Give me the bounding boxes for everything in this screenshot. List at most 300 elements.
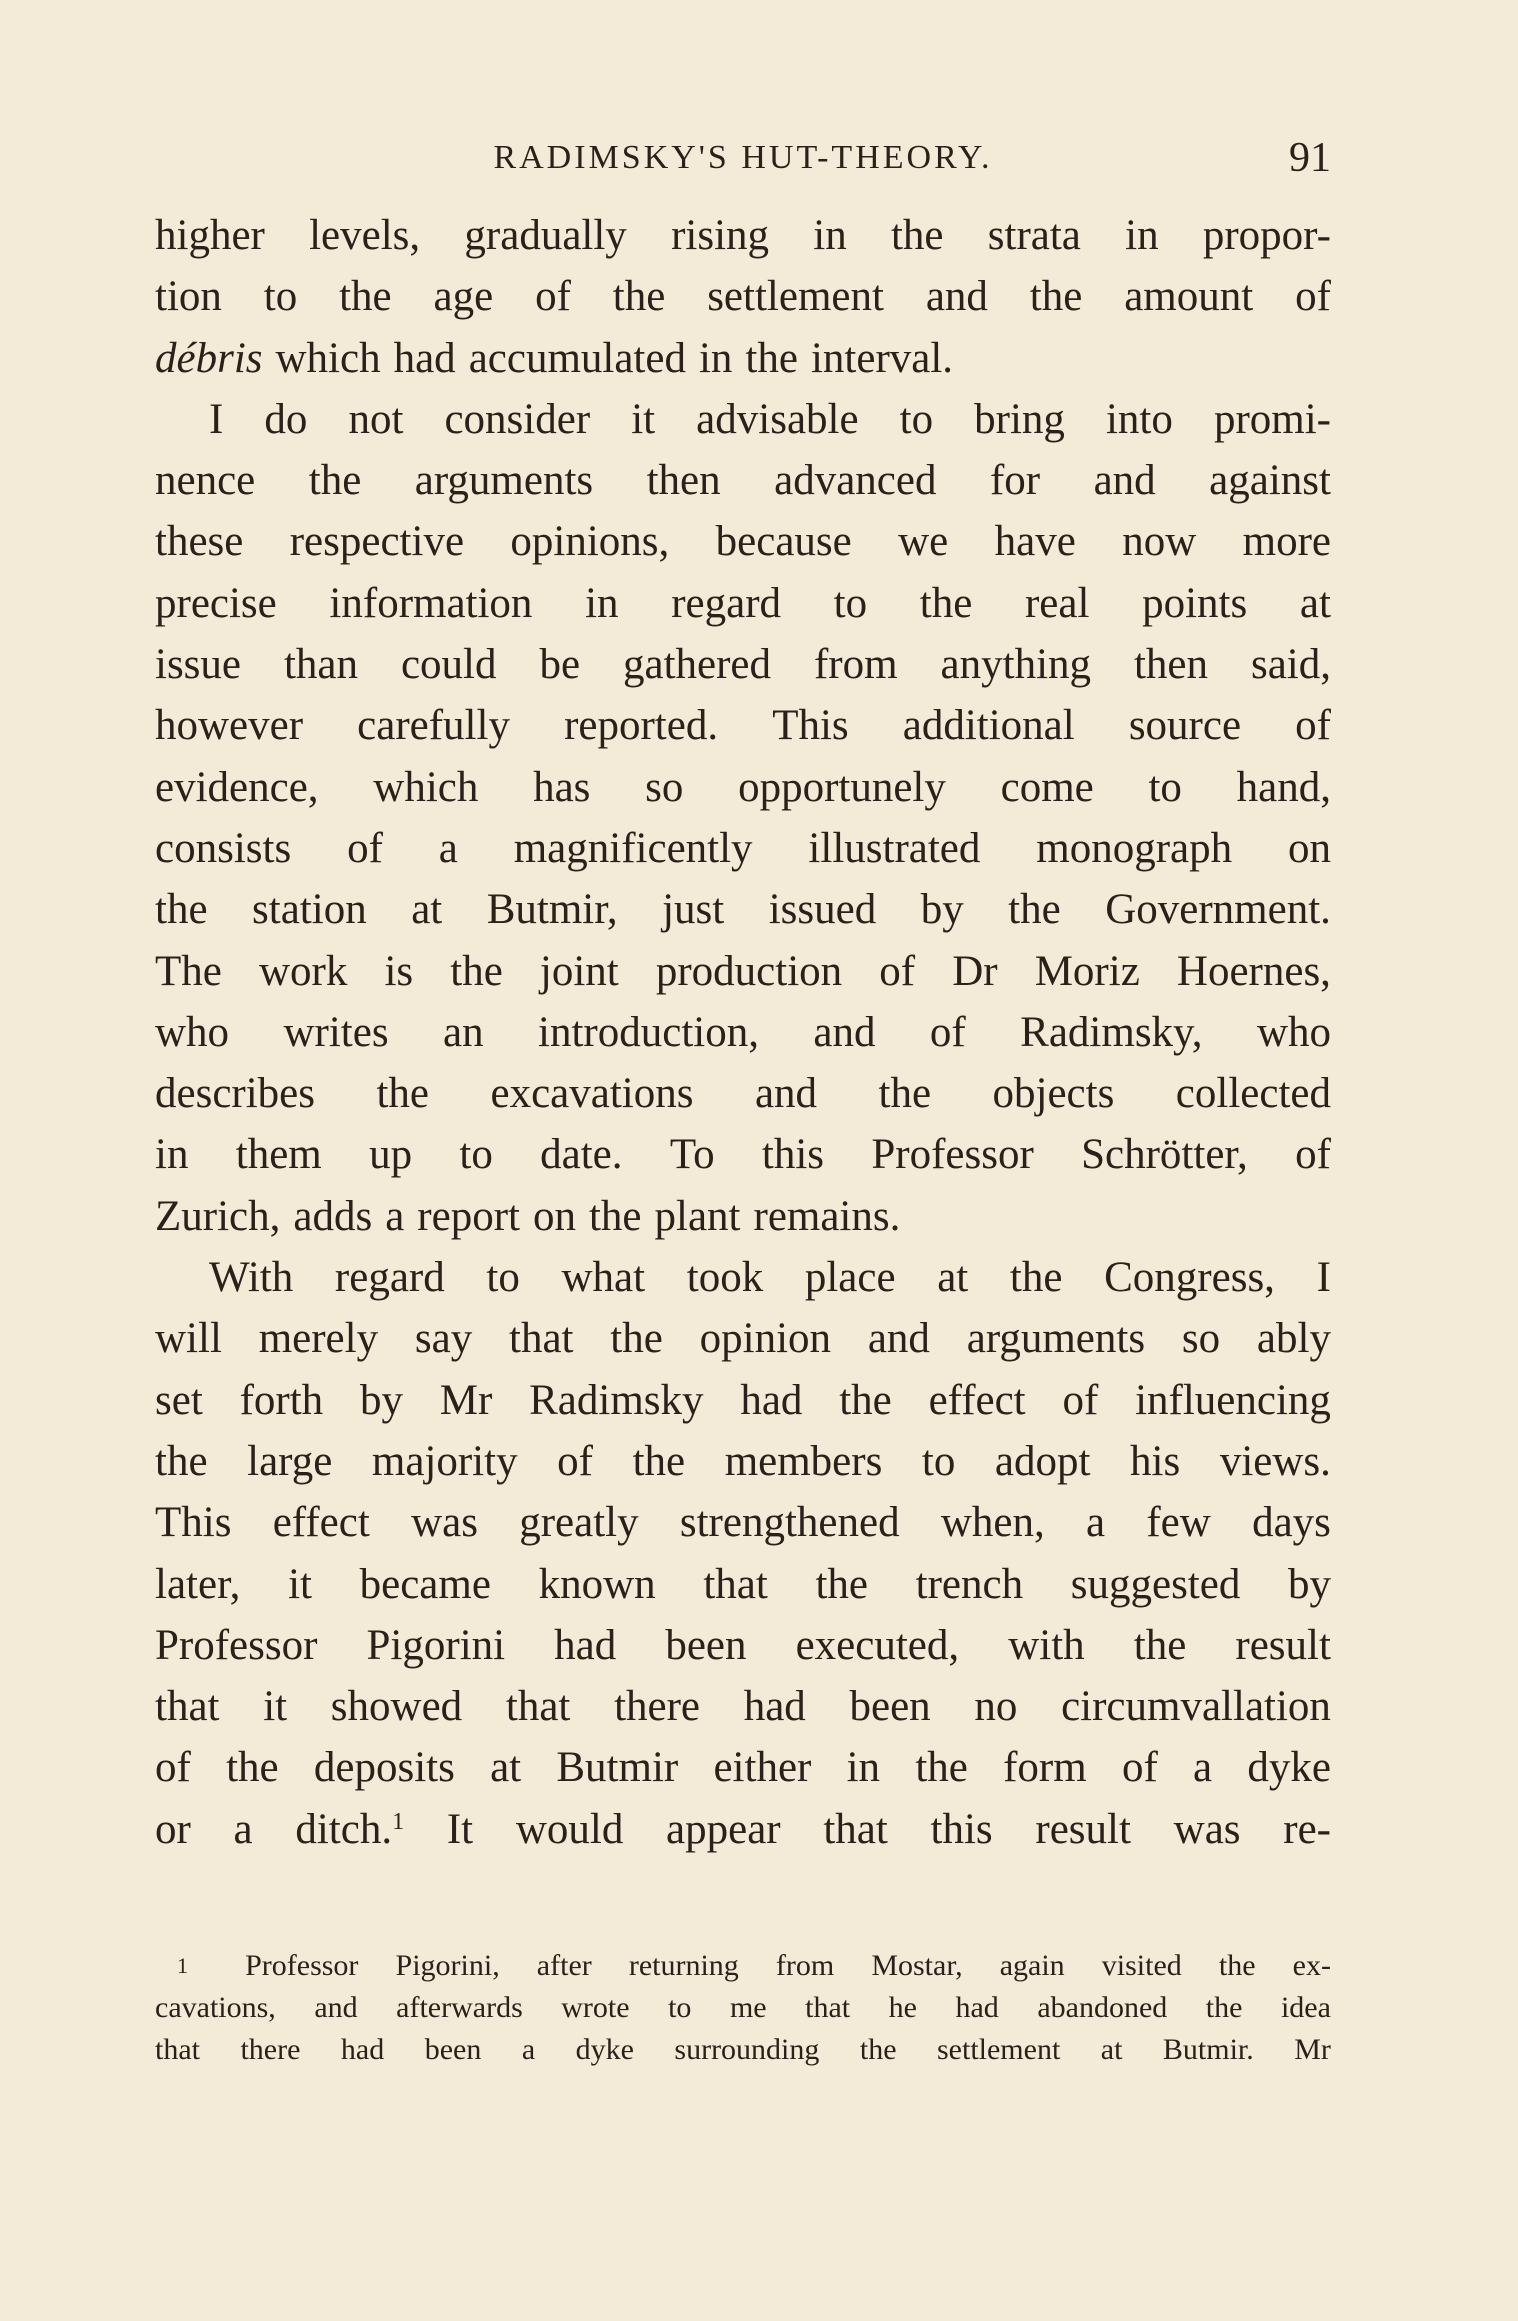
word: that <box>703 1560 768 1608</box>
word: station <box>252 886 367 934</box>
word: deposits <box>313 1744 455 1792</box>
word: took <box>686 1254 764 1302</box>
word: Radimsky, <box>1020 1008 1203 1056</box>
word: re- <box>1283 1805 1331 1853</box>
word: was <box>411 1499 478 1547</box>
word: circumvallation <box>1061 1683 1331 1731</box>
text-line <box>155 879 1331 940</box>
word: to <box>263 273 298 321</box>
word: on <box>532 1192 576 1240</box>
text-line <box>155 1063 1331 1124</box>
word: now <box>1122 518 1197 566</box>
word: that <box>155 1683 220 1731</box>
word: had <box>955 1991 999 2024</box>
word: Pigorini, <box>395 1949 500 1982</box>
word: there <box>614 1683 700 1731</box>
word: the <box>226 1744 279 1792</box>
word: than <box>283 641 358 689</box>
word: of <box>1295 702 1331 750</box>
word: settlement <box>707 273 884 321</box>
word: carefully <box>357 702 510 750</box>
word: that <box>155 2033 200 2066</box>
word: the <box>632 1437 686 1485</box>
word: it <box>288 1560 312 1608</box>
word: consists <box>155 824 292 872</box>
text-line <box>155 757 1331 818</box>
word: the <box>1029 273 1083 321</box>
word: opportunely <box>738 763 946 811</box>
text-line <box>155 941 1331 1002</box>
word: been <box>665 1621 747 1669</box>
word: or <box>155 1805 191 1853</box>
word: by <box>920 886 964 934</box>
word: I <box>209 395 224 443</box>
word: work <box>258 947 348 995</box>
word: had <box>340 2033 385 2066</box>
word: regard <box>334 1254 445 1302</box>
word: that <box>805 1991 851 2024</box>
word: ex- <box>1292 1949 1331 1982</box>
word: these <box>155 518 244 566</box>
word: surrounding <box>674 2033 820 2066</box>
word: the <box>815 1560 868 1608</box>
text-line <box>155 1002 1331 1063</box>
word: would <box>515 1805 624 1853</box>
word: to <box>1148 763 1182 811</box>
word: the <box>376 1070 430 1118</box>
word: respective <box>289 518 465 566</box>
word: of <box>347 824 383 872</box>
word: cavations, <box>155 1991 276 2024</box>
text-line <box>155 389 1331 450</box>
word: Professor <box>871 1131 1034 1179</box>
word: had <box>740 1376 803 1424</box>
word: at <box>411 886 443 934</box>
text-line <box>155 1247 1331 1308</box>
word: Schrötter, <box>1081 1131 1248 1179</box>
word: by <box>1288 1560 1331 1608</box>
text-line <box>155 1737 1331 1798</box>
word: suggested <box>1070 1560 1241 1608</box>
word: result <box>1235 1621 1331 1669</box>
word: the <box>1218 1949 1256 1982</box>
word: objects <box>992 1070 1115 1118</box>
word: to <box>668 1991 692 2024</box>
word: of <box>1295 1131 1331 1179</box>
word: settlement <box>937 2033 1061 2066</box>
word: a <box>1193 1744 1213 1792</box>
word: at <box>937 1254 969 1302</box>
word: and <box>813 1008 876 1056</box>
word: wrote <box>561 1991 630 2024</box>
word: trench <box>915 1560 1024 1608</box>
word: his <box>1130 1437 1181 1485</box>
word: a <box>1085 1499 1106 1547</box>
word: could <box>400 641 497 689</box>
word: again <box>999 1949 1065 1982</box>
word: opinion <box>699 1315 832 1363</box>
word: issue <box>155 641 241 689</box>
text-line <box>155 1124 1331 1185</box>
word: introduction, <box>538 1008 759 1056</box>
word: greatly <box>519 1499 639 1547</box>
word: abandoned <box>1037 1991 1168 2024</box>
word: real <box>1024 579 1090 627</box>
word: is <box>384 947 414 995</box>
word: anything <box>940 641 1092 689</box>
word: however <box>155 702 304 750</box>
word: dyke <box>1247 1744 1331 1792</box>
word: when, <box>940 1499 1045 1547</box>
word: bring <box>974 395 1065 443</box>
word: Butmir <box>556 1744 679 1792</box>
word: age <box>433 273 494 321</box>
word: the <box>155 1437 208 1485</box>
word: plant <box>654 1192 741 1240</box>
word: at <box>490 1744 522 1792</box>
word: magnificently <box>513 824 753 872</box>
word: of <box>1121 1744 1158 1792</box>
word: this <box>761 1131 825 1179</box>
word: with <box>1008 1621 1085 1669</box>
word: rising <box>671 212 770 259</box>
word: the <box>588 1192 642 1240</box>
word: more <box>1242 518 1331 566</box>
word: been <box>424 2033 482 2066</box>
word: had <box>743 1683 806 1731</box>
text-line <box>155 1615 1331 1676</box>
word: the <box>878 1070 932 1118</box>
word: it <box>263 1683 288 1731</box>
word: then <box>646 457 721 505</box>
word: consider <box>444 395 591 443</box>
word: dyke <box>575 2033 634 2066</box>
word: influencing <box>1135 1376 1331 1424</box>
word: against <box>1209 457 1331 505</box>
word: adds <box>293 1192 373 1240</box>
word: into <box>1105 395 1173 443</box>
word: hand, <box>1236 763 1331 811</box>
word: the <box>450 947 503 995</box>
word: form <box>1003 1744 1087 1792</box>
word: gradually <box>464 212 627 259</box>
word: members <box>724 1437 883 1485</box>
word: of <box>1295 273 1331 321</box>
word: come <box>1000 763 1094 811</box>
word: Hoernes, <box>1176 947 1331 995</box>
word: a <box>233 1805 253 1853</box>
word: effect <box>928 1376 1026 1424</box>
word: the <box>308 457 362 505</box>
footnotes <box>155 1945 1331 2071</box>
word: effect <box>272 1499 370 1547</box>
text-line <box>155 266 1331 327</box>
footnote-line <box>155 2029 1331 2071</box>
word: on <box>1288 824 1331 872</box>
word: of <box>535 273 571 321</box>
text-line <box>155 1492 1331 1553</box>
word: place <box>804 1254 896 1302</box>
word: Butmir, <box>486 886 618 934</box>
word: higher <box>155 212 265 259</box>
word: visited <box>1101 1949 1182 1982</box>
text-line <box>155 450 1331 511</box>
word: afterwards <box>396 1991 523 2024</box>
word: collected <box>1175 1070 1331 1118</box>
word: because <box>715 518 852 566</box>
word: the <box>890 212 944 259</box>
word: Mostar, <box>871 1949 963 1982</box>
word: at <box>1100 2033 1123 2066</box>
word: Government. <box>1105 886 1331 934</box>
word: in <box>155 1131 189 1179</box>
word: the <box>1009 1254 1063 1302</box>
word: executed, <box>795 1621 960 1669</box>
word: in <box>698 334 733 382</box>
word: débris <box>155 334 263 382</box>
word: this <box>930 1805 993 1853</box>
word: Pigorini <box>366 1621 506 1669</box>
word: a <box>521 2033 536 2066</box>
word: the <box>339 273 392 321</box>
word: do <box>264 395 308 443</box>
word: writes <box>283 1008 389 1056</box>
word: the <box>612 273 666 321</box>
word: precise <box>155 579 277 627</box>
word: merely <box>258 1315 379 1363</box>
text-line <box>155 1370 1331 1431</box>
word: by <box>359 1376 403 1424</box>
text-line <box>155 1431 1331 1492</box>
word: in <box>585 579 619 627</box>
word: large <box>247 1437 333 1485</box>
word: ditch.$^1$ <box>295 1805 405 1853</box>
word: result <box>1035 1805 1131 1853</box>
word: has <box>533 763 591 811</box>
word: Mr <box>1294 2033 1331 2066</box>
word: advanced <box>774 457 937 505</box>
word: advisable <box>696 395 859 443</box>
running-title: RADIMSKY'S HUT-THEORY. <box>493 139 993 176</box>
word: later, <box>155 1560 241 1608</box>
word: amount <box>1124 273 1254 321</box>
word: in <box>846 1744 881 1792</box>
word: either <box>713 1744 812 1792</box>
word: of <box>155 1744 191 1792</box>
word: the <box>859 2033 897 2066</box>
word: after <box>536 1949 592 1982</box>
word: say <box>414 1315 473 1363</box>
text-line <box>155 634 1331 695</box>
word: had <box>393 334 456 382</box>
text-line <box>155 1799 1331 1860</box>
word: strata <box>987 212 1081 259</box>
word: few <box>1146 1499 1211 1547</box>
word: opinions, <box>510 518 670 566</box>
word: will <box>155 1315 222 1363</box>
word: propor- <box>1202 212 1331 259</box>
word: that <box>823 1805 888 1853</box>
word: This <box>772 702 849 750</box>
word: set <box>155 1376 203 1424</box>
word: so <box>645 763 684 811</box>
word: returning <box>628 1949 739 1982</box>
text-line <box>155 328 1331 389</box>
word: Congress, <box>1104 1254 1275 1302</box>
word: Mr <box>439 1376 493 1424</box>
word: so <box>1181 1315 1221 1363</box>
word: reported. <box>564 702 719 750</box>
word: Professor <box>155 1621 318 1669</box>
word: that <box>505 1683 571 1731</box>
word: ably <box>1256 1315 1331 1363</box>
word: forth <box>239 1376 324 1424</box>
word: the <box>1133 1621 1187 1669</box>
word: the <box>1205 1991 1243 2024</box>
word: additional <box>902 702 1075 750</box>
word: tion <box>155 273 222 321</box>
word: of <box>557 1437 593 1485</box>
word: the <box>155 886 208 934</box>
word: joint <box>539 947 619 995</box>
word: strengthened <box>679 1499 900 1547</box>
word: remains. <box>753 1192 901 1240</box>
word: just <box>662 886 725 934</box>
text-line <box>155 818 1331 879</box>
word: of <box>929 1008 966 1056</box>
word: promi- <box>1213 395 1331 443</box>
word: excavations <box>490 1070 694 1118</box>
text-line <box>155 695 1331 756</box>
word: in <box>813 212 847 259</box>
word: 1 <box>177 1953 188 1978</box>
word: Moriz <box>1034 947 1140 995</box>
text-line <box>155 573 1331 634</box>
word: that <box>509 1315 574 1363</box>
word: to <box>459 1131 493 1179</box>
word: gathered <box>623 641 772 689</box>
word: and <box>867 1315 930 1363</box>
word: of <box>879 947 916 995</box>
word: This <box>155 1499 232 1547</box>
word: from <box>775 1949 835 1982</box>
word: said, <box>1250 641 1331 689</box>
word: from <box>813 641 898 689</box>
word: them <box>235 1131 322 1179</box>
word: there <box>240 2033 301 2066</box>
word: who <box>1256 1008 1331 1056</box>
word: the <box>745 334 798 382</box>
word: idea <box>1280 1991 1331 2024</box>
word: illustrated <box>808 824 981 872</box>
footnote-line <box>155 1945 1331 1987</box>
word: nence <box>155 457 256 505</box>
word: to <box>833 579 868 627</box>
word: which <box>373 763 479 811</box>
word: To <box>669 1131 715 1179</box>
word: Zurich, <box>155 1192 281 1240</box>
text-line <box>155 511 1331 572</box>
word: and <box>754 1070 818 1118</box>
word: levels, <box>309 212 421 259</box>
word: have <box>994 518 1076 566</box>
word: been <box>849 1683 931 1731</box>
word: what <box>561 1254 646 1302</box>
word: who <box>155 1008 230 1056</box>
word: Radimsky <box>529 1376 704 1424</box>
page-number: 91 <box>1289 135 1331 181</box>
word: source <box>1128 702 1242 750</box>
word: information <box>329 579 533 627</box>
word: and <box>314 1991 358 2024</box>
word: the <box>610 1315 663 1363</box>
word: to <box>921 1437 956 1485</box>
word: became <box>359 1560 491 1608</box>
word: arguments <box>966 1315 1146 1363</box>
word: at <box>1299 579 1331 627</box>
word: views. <box>1219 1437 1331 1485</box>
word: adopt <box>994 1437 1091 1485</box>
word: known <box>538 1560 656 1608</box>
word: accumulated <box>468 334 686 382</box>
word: describes <box>155 1070 315 1118</box>
word: in <box>1125 212 1159 259</box>
word: not <box>348 395 404 443</box>
word: majority <box>371 1437 518 1485</box>
text-line <box>155 1308 1331 1369</box>
word: the <box>915 1744 968 1792</box>
word: we <box>898 518 949 566</box>
word: Butmir. <box>1162 2033 1254 2066</box>
text-line <box>155 1186 1331 1247</box>
word: which <box>275 334 381 382</box>
word: monograph <box>1036 824 1233 872</box>
word: of <box>1062 1376 1099 1424</box>
word: days <box>1252 1499 1331 1547</box>
word: had <box>554 1621 617 1669</box>
word: I <box>1316 1254 1331 1302</box>
word: me <box>729 1991 767 2024</box>
word: to <box>486 1254 520 1302</box>
word: was <box>1173 1805 1241 1853</box>
word: then <box>1133 641 1209 689</box>
word: the <box>919 579 973 627</box>
word: date. <box>540 1131 623 1179</box>
word: points <box>1142 579 1248 627</box>
word: Professor <box>245 1949 359 1982</box>
body-text <box>155 205 1331 1860</box>
word: it <box>631 395 656 443</box>
word: It <box>446 1805 474 1853</box>
word: and <box>1093 457 1156 505</box>
word: production <box>655 947 843 995</box>
word: be <box>539 641 581 689</box>
word: evidence, <box>155 763 319 811</box>
word: the <box>1008 886 1061 934</box>
word: issued <box>768 886 877 934</box>
text-line <box>155 1676 1331 1737</box>
word: Dr <box>952 947 998 995</box>
word: no <box>974 1683 1018 1731</box>
word: an <box>443 1008 484 1056</box>
word: and <box>925 273 988 321</box>
word: for <box>989 457 1041 505</box>
word: a <box>438 824 458 872</box>
word: appear <box>666 1805 781 1853</box>
word: report <box>417 1192 520 1240</box>
word: the <box>839 1376 892 1424</box>
text-line <box>155 205 1331 266</box>
